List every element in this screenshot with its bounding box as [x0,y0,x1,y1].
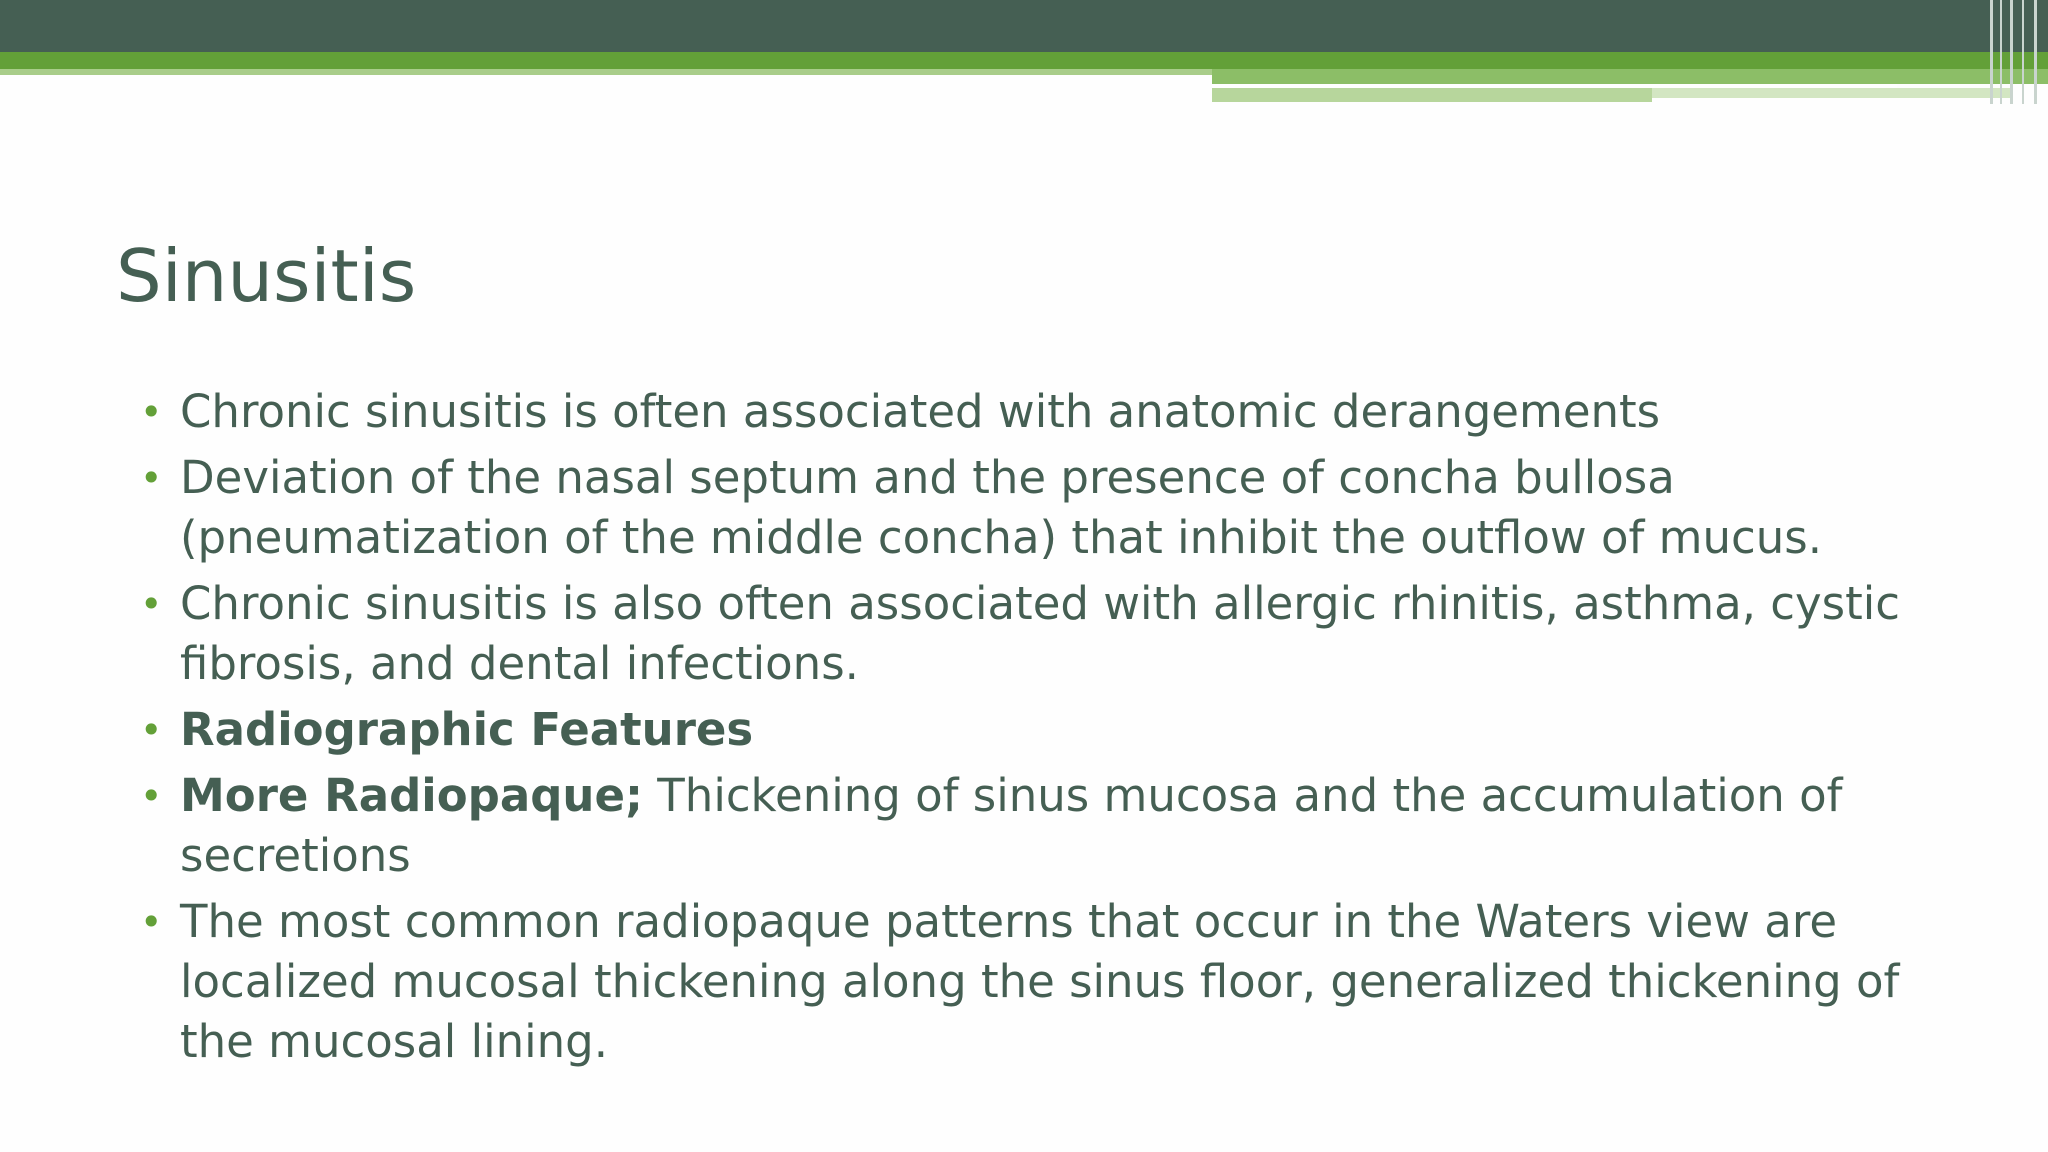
bullet-icon: • [140,456,163,500]
header-band-pale [1212,88,1652,102]
header-stripes [1986,0,2048,104]
header-stripe [2022,0,2024,104]
bullet-item [136,574,1956,694]
slide-title: Sinusitis [116,234,417,318]
bullet-item [136,448,1956,568]
header-band-dark [0,0,2048,52]
header-stripe [2034,0,2037,104]
header-band-light-right [1212,69,2048,84]
bullet-icon: • [140,390,163,434]
bullet-item [136,382,1956,442]
bullet-text: Chronic sinusitis is often associated with anatomic derangements [180,385,1661,438]
header-band-light-left [0,69,1212,75]
bullet-icon: • [140,774,163,818]
header-stripe [2000,0,2002,104]
bullet-icon: • [140,900,163,944]
bullet-text: Chronic sinusitis is also often associated with allergic rhinitis, asthma, cystic fibrosis, and dental infections. [180,577,1900,690]
bullet-heading: Radiographic Features [180,703,754,756]
bullet-text: Thickening of sinus mucosa and the accumulation of secretions [180,769,1843,882]
header-stripe [1990,0,1993,104]
bullet-icon: • [140,582,163,626]
bullet-item [136,766,1956,886]
header-band-green [0,52,2048,69]
bullet-item [136,892,1956,1072]
bullet-item [136,700,1956,760]
bullet-text: Deviation of the nasal septum and the presence of concha bullosa (pneumatization of the middle concha) that inhibit the outflow of mucus. [180,451,1823,564]
bullet-list [136,382,1956,1078]
bullet-bold-lead: More Radiopaque; [180,769,643,822]
header-stripe [2010,0,2013,104]
bullet-icon: • [140,708,163,752]
header-band-pale-secondary [1652,88,2012,98]
bullet-text: The most common radiopaque patterns that occur in the Waters view are localized mucosal thickening along the sinus floor, generalized thickening of the mucosal lining. [180,895,1900,1068]
